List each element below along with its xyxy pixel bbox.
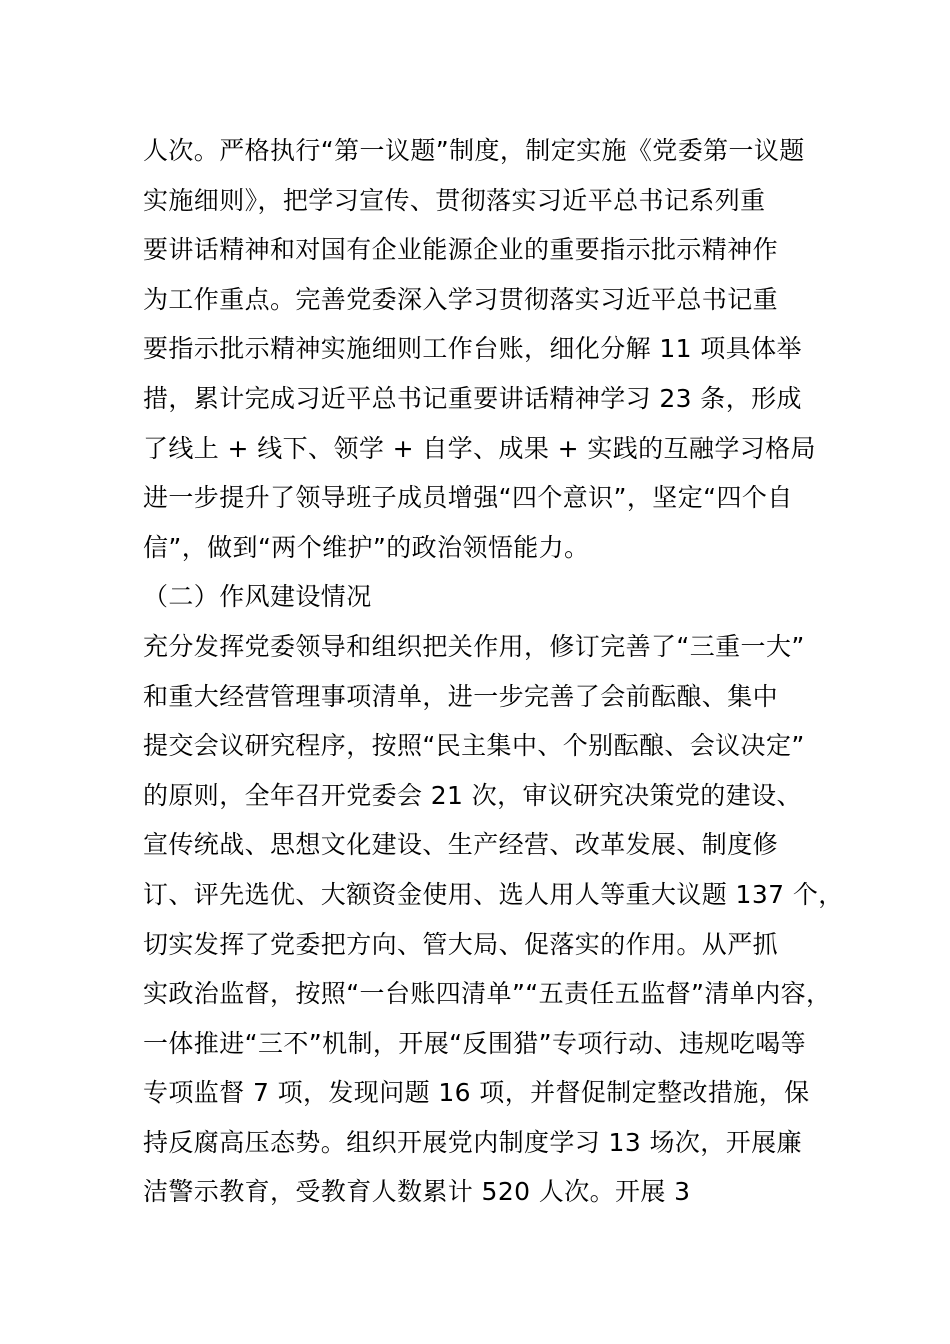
paragraph-line: 要讲话精神和对国有企业能源企业的重要指示批示精神作 — [143, 235, 779, 265]
paragraph-line: 宣传统战、思想文化建设、生产经营、改革发展、制度修 — [143, 830, 779, 860]
paragraph-line: 人次。严格执行“第一议题”制度，制定实施《党委第一议题 — [143, 136, 805, 165]
paragraph-line: 洁警示教育，受教育人数累计 520 人次。开展 3 — [143, 1177, 691, 1207]
paragraph-line: 措，累计完成习近平总书记重要讲话精神学习 23 条，形成 — [143, 383, 802, 413]
paragraph-line: 订、评先选优、大额资金使用、选人用人等重大议题 137 个， — [143, 879, 844, 909]
section-heading: （二）作风建设情况 — [143, 582, 372, 612]
paragraph-line: 专项监督 7 项，发现问题 16 项，并督促制定整改措施，保 — [143, 1078, 810, 1108]
paragraph-line: 充分发挥党委领导和组织把关作用，修订完善了“三重一大” — [143, 631, 805, 661]
paragraph-line: 信”，做到“两个维护”的政治领悟能力。 — [143, 532, 590, 562]
paragraph-line: 为工作重点。完善党委深入学习贯彻落实习近平总书记重 — [143, 284, 779, 314]
paragraph-line: 实施细则》，把学习宣传、贯彻落实习近平总书记系列重 — [143, 185, 766, 215]
paragraph-line: 一体推进“三不”机制，开展“反围猎”专项行动、违规吃喝等 — [143, 1028, 807, 1058]
paragraph-line: 进一步提升了领导班子成员增强“四个意识”，坚定“四个自 — [143, 483, 793, 513]
paragraph-line: 切实发挥了党委把方向、管大局、促落实的作用。从严抓 — [143, 929, 779, 959]
paragraph-line: 实政治监督，按照“一台账四清单”“五责任五监督”清单内容， — [143, 979, 832, 1009]
paragraph-line: 持反腐高压态势。组织开展党内制度学习 13 场次，开展廉 — [143, 1127, 802, 1157]
paragraph-line: 提交会议研究程序，按照“民主集中、个别酝酿、会议决定” — [143, 731, 805, 761]
paragraph-line: 的原则，全年召开党委会 21 次，审议研究决策党的建设、 — [143, 780, 802, 810]
paragraph-line: 和重大经营管理事项清单，进一步完善了会前酝酿、集中 — [143, 681, 779, 711]
document-body — [143, 126, 843, 1217]
paragraph-line: 要指示批示精神实施细则工作台账，细化分解 11 项具体举 — [143, 334, 802, 364]
paragraph-line: 了线上 + 线下、领学 + 自学、成果 + 实践的互融学习格局 — [143, 433, 816, 463]
